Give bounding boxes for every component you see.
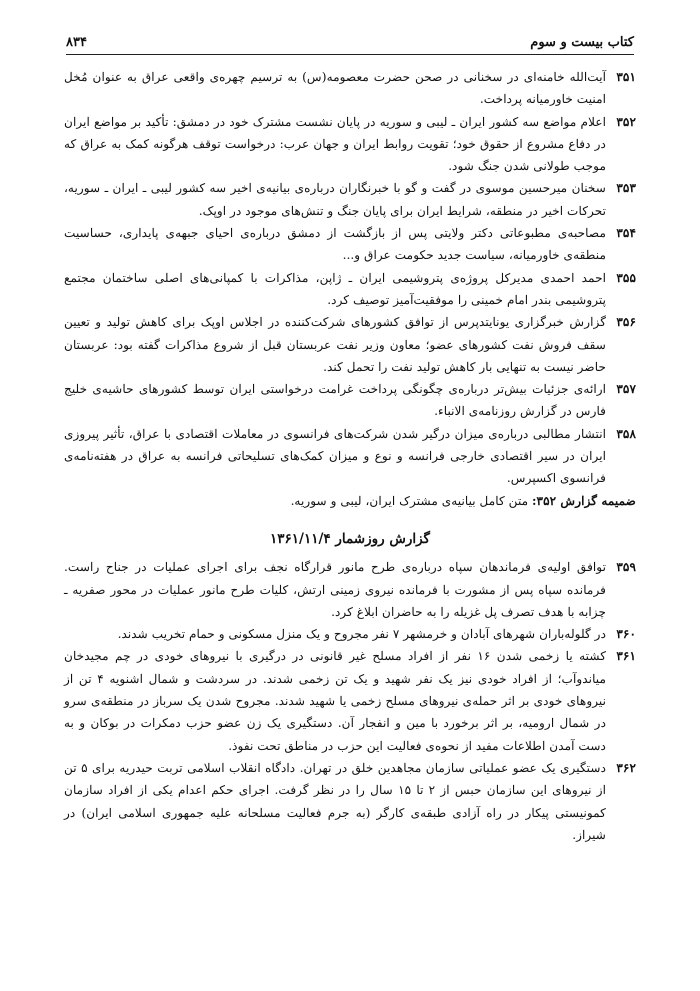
entry-number: ۳۵۲	[616, 114, 636, 129]
entry-text: در گلوله‌باران شهرهای آبادان و خرمشهر ۷ نفر مجروح و یک منزل مسکونی و حمام تخریب شدند.	[117, 627, 606, 642]
entry-text: انتشار مطالبی درباره‌ی میزان درگیر شدن شرکت‌های فرانسوی در معاملات اقتصادی با عراق، تأثیر پیروزی ایران در سیر اقتصادی خارجی فرانسه و نوع و میزان کمک‌های تسلیحاتی فرانسه به عراق در هفته‌نامه‌ی فرانسوی اکسپرس.	[64, 426, 606, 486]
entry-number: ۳۵۵	[616, 270, 636, 285]
report-entry	[64, 645, 636, 756]
entry-number: ۳۵۴	[616, 226, 636, 241]
report-entry	[64, 556, 636, 623]
entry-list-b	[64, 556, 636, 846]
page-header	[66, 30, 634, 55]
entry-number: ۳۵۳	[616, 181, 636, 196]
entry-text: دستگیری یک عضو عملیاتی سازمان مجاهدین خلق در تهران. دادگاه انقلاب اسلامی تربت حیدریه برای ۵ تن از نیروهای این سازمان حبس از ۲ تا ۱۵ سال را در نظر گرفت. اجرای حکم اعدام یکی از افراد سازمان کمونیستی پیکار در راه آزادی طبقه‌ی کارگر (به جرم فعالیت مسلحانه علیه جمهوری اسلامی ایران) در شیراز.	[64, 760, 606, 842]
entry-text: مصاحبه‌ی مطبوعاتی دکتر ولایتی پس از بازگشت از دمشق درباره‌ی احیای جبهه‌ی پایداری، حساسیت منطقه‌ی خاورمیانه، سیاست جدید حکومت عراق و...	[64, 226, 606, 263]
entry-text: آیت‌الله خامنه‌ای در سخنانی در صحن حضرت معصومه(س) به ترسیم چهره‌ی واقعی عراق به عنوان مُخل امنیت خاورمیانه پرداخت.	[64, 70, 606, 107]
entry-number: ۳۵۶	[616, 315, 636, 330]
attachment-text: متن کامل بیانیه‌ی مشترک ایران، لیبی و سوریه.	[290, 493, 529, 508]
report-entry	[64, 378, 636, 423]
entry-text: اعلام مواضع سه کشور ایران ـ لیبی و سوریه در پایان نشست مشترک خود در دمشق: تأکید بر مواضع ایران در دفاع مشروع از حقوق خود؛ تقویت روابط ایران و جهان عرب: درخواست توقف هرگونه کمک به عراق که موجب طولانی شدن جنگ شود.	[64, 114, 606, 174]
report-entry	[64, 423, 636, 490]
report-entry	[64, 177, 636, 222]
entry-number: ۳۵۹	[616, 560, 636, 575]
page-number: ۸۳۴	[66, 35, 87, 50]
book-title: کتاب بیست و سوم	[530, 35, 634, 50]
entry-number: ۳۵۱	[616, 70, 636, 84]
entry-text: توافق اولیه‌ی فرماندهان سپاه درباره‌ی طرح مانور قرارگاه نجف برای اجرای عملیات در جناح راست. فرمانده سپاه پس از مشورت با فرمانده نیروی زمینی ارتش، کلیات طرح مانور عملیات در محور صفریه ـ چزابه با هدف تصرف پل غزیله را به حاضران ابلاغ کرد.	[64, 560, 606, 619]
report-entry	[64, 623, 636, 645]
report-entry	[64, 311, 636, 378]
report-entry	[64, 757, 636, 846]
report-entry	[64, 66, 636, 111]
page-content	[64, 66, 636, 846]
report-entry	[64, 267, 636, 312]
entry-number: ۳۶۲	[616, 760, 636, 775]
report-entry	[64, 111, 636, 178]
attachment-note	[64, 490, 636, 512]
entry-number: ۳۶۱	[616, 649, 636, 664]
entry-text: سخنان میرحسین موسوی در گفت و گو با خبرنگاران درباره‌ی بیانیه‌ی اخیر سه کشور لیبی ـ ایران ـ سوریه، تحرکات اخیر در منطقه، شرایط ایران برای پایان جنگ و تنش‌های موجود در اوپک.	[64, 181, 606, 218]
report-entry	[64, 222, 636, 267]
entry-text: احمد احمدی مدیرکل پروژه‌ی پتروشیمی ایران ـ ژاپن، مذاکرات با کمپانی‌های اصلی ساختمان مجتمع پتروشیمی بندر امام خمینی را موفقیت‌آمیز توصیف کرد.	[64, 270, 606, 307]
entry-number: ۳۵۷	[616, 382, 636, 397]
attachment-label: ضمیمه گزارش ۳۵۲:	[532, 493, 636, 508]
entry-text: گزارش خبرگزاری یونایتدپرس از توافق کشورهای شرکت‌کننده در اجلاس اوپک برای کاهش تولید و تعیین سقف فروش نفت کشورهای عضو؛ معاون وزیر نفت عربستان قبل از شروع مذاکرات گفته بود: عربستان حاضر نیست به تنهایی بار کاهش تولید نفت را تحمل کند.	[64, 315, 606, 374]
section-title: گزارش روزشمار ۱۳۶۱/۱۱/۴	[270, 530, 430, 547]
entry-number: ۳۶۰	[616, 627, 636, 642]
entry-text: کشته یا زخمی شدن ۱۶ نفر از افراد مسلح غیر قانونی در درگیری با نیروهای خودی در چم مجیدخان میاندوآب؛ از افراد خودی نیز یک نفر شهید و یک تن زخمی شدند. در سردشت و شمال اشنویه ۴ تن از نیروهای خودی بر اثر حمله‌ی نیروهای مسلح زخمی یا شهید شدند. مجروح شدن یک سرباز در منطقه‌ی سرو در شمال ارومیه، بر اثر برخورد با مین و انفجار آن. دستگیری یک زن عضو حزب دمکرات در بوکان و به دست آمدن اطلاعات مفید از نحوه‌ی فعالیت این حزب در مناطق تحت نفوذ.	[64, 649, 606, 753]
entry-list-a	[64, 66, 636, 490]
entry-number: ۳۵۸	[616, 426, 636, 441]
entry-text: ارائه‌ی جزئیات بیش‌تر درباره‌ی چگونگی پرداخت غرامت درخواستی ایران توسط کشورهای حاشیه‌ی خلیج فارس در گزارش روزنامه‌ی الانباء.	[64, 382, 606, 419]
